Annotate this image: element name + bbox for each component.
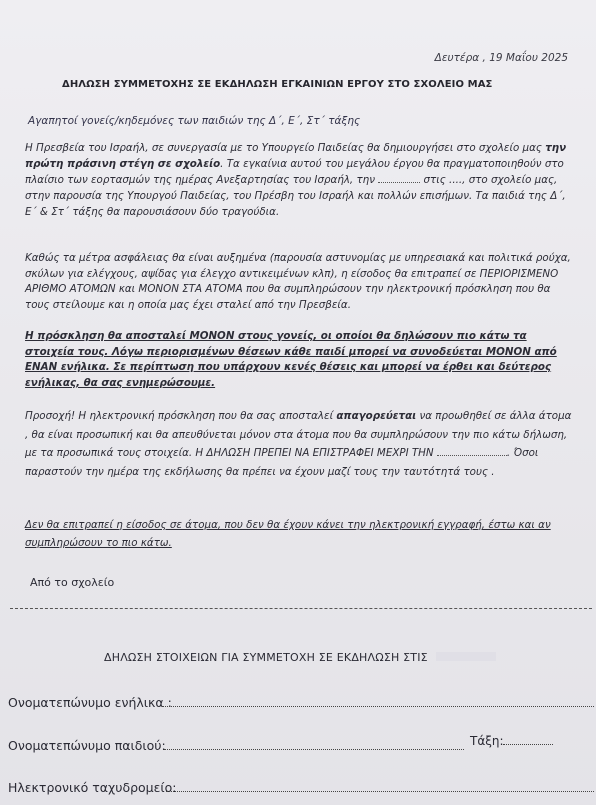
child-name-field[interactable] <box>164 749 464 750</box>
class-label: Τάξη: <box>470 734 504 748</box>
document-title: ΔΗΛΩΣΗ ΣΥΜΜΕΤΟΧΗΣ ΣΕ ΕΚΔΗΛΩΣΗ ΕΓΚΑΙΝΙΩΝ ΕΡΓΟΥ ΣΤΟ ΣΧΟΛΕΙΟ ΜΑΣ <box>62 79 493 90</box>
class-field[interactable] <box>503 744 553 745</box>
paragraph-entry-restriction: Δεν θα επιτραπεί η είσοδος σε άτομα, που δεν θα έχουν κάνει την ηλεκτρονική εγγραφή, έστω και αν συμπληρώσουν το πιο κάτω. <box>25 519 551 549</box>
email-field[interactable] <box>166 791 594 792</box>
cut-line-divider <box>10 608 592 609</box>
child-name-label: Ονοματεπώνυμο παιδιού: <box>8 738 166 753</box>
paragraph4-text-c: να προωθηθεί σε άλλα άτομα , θα είναι προσωπική και θα απευθύνεται μόνον στα άτομα που θα συμπληρώσουν την πιο κάτω δήλωση, με τα προσωπικά τους στοιχεία. Η ΔΗΛΩΣΗ ΠΡΕΠΕΙ ΝΑ ΕΠΙΣΤΡΑΦΕΙ ΜΕΧΡΙ ΤΗΝ <box>25 410 572 459</box>
adult-name-field[interactable] <box>162 706 594 707</box>
form-title-text: ΔΗΛΩΣΗ ΣΤΟΙΧΕΙΩΝ ΓΙΑ ΣΥΜΜΕΤΟΧΗ ΣΕ ΕΚΔΗΛΩΣΗ ΣΤΙΣ <box>104 651 428 664</box>
green-roof-highlight: την πρώτη πράσινη στέγη σε σχολείο <box>25 142 567 170</box>
paragraph-warning <box>25 407 573 481</box>
email-label: Ηλεκτρονικό ταχυδρομείο: <box>8 780 177 795</box>
date-blank <box>378 182 420 183</box>
paragraph4-text-d: . Όσοι παραστούν την ημέρα της εκδήλωσης θα πρέπει να έχουν μαζί τους την ταυτότητά τους . <box>25 447 539 478</box>
paragraph1-text-a: Η Πρεσβεία του Ισραήλ, σε συνεργασία με το Υπουργείο Παιδείας θα δημιουργήσει στο σχολείο μας <box>25 142 546 154</box>
paragraph-security-measures: Καθώς τα μέτρα ασφάλειας θα είναι αυξημένα (παρουσία αστυνομίας με υπηρεσιακά και πολιτικά ρούχα, σκύλων για ελέγχους, αψίδας για έλεγχο αντικειμένων κλπ), η είσοδος θα επιτραπεί σε ΠΕΡΙΟΡΙΣΜΕΝΟ ΑΡΙΘΜΟ ΑΤΟΜΩΝ και ΜΟΝΟΝ ΣΤΑ ΑΤΟΜΑ που θα συμπληρώσουν την ηλεκτρονική πρόσκληση που θα τους στείλουμε και η οποία μας έχει σταλεί από την Πρεσβεία. <box>25 252 571 311</box>
form-title <box>104 651 496 664</box>
paragraph1-text-c: . Τα εγκαίνια αυτού του μεγάλου έργου θα πραγματοποιηθούν στο πλαίσιο των εορτασμών της ημέρας Ανεξαρτησίας του Ισραήλ, την <box>25 158 564 186</box>
paragraph-invitation-rules: Η πρόσκληση θα αποσταλεί ΜΟΝΟΝ στους γονείς, οι οποίοι θα δηλώσουν πιο κάτω τα στοιχεία τους. Λόγω περιορισμένων θέσεων κάθε παιδί μπορεί να συνοδεύεται ΜΟΝΟΝ από ΕΝΑΝ ενήλικα. Σε περίπτωση που υπάρχουν κενές θέσεις και μπορεί να έρθει και δεύτερος ενήλικας, θα σας ενημερώσουμε. <box>25 330 557 389</box>
paragraph4-text-a: Προσοχή! Η ηλεκτρονική πρόσκληση που θα σας αποσταλεί <box>25 410 337 422</box>
adult-name-label: Ονοματεπώνυμο ενήλικα : <box>8 695 172 710</box>
paragraph-embassy-announcement <box>25 140 573 220</box>
form-date-blank <box>436 652 496 661</box>
signature-from-school: Από το σχολείο <box>30 576 115 589</box>
deadline-blank <box>437 455 507 456</box>
paragraph1-time: στις .... <box>423 174 463 186</box>
greeting: Αγαπητοί γονείς/κηδεμόνες των παιδιών της Δ΄, Ε΄, Στ΄ τάξης <box>28 115 361 127</box>
forbidden-highlight: απαγορεύεται <box>336 410 417 422</box>
paragraph1-text-e: , στο σχολείο μας, στην παρουσία της Υπουργού Παιδείας, του Πρέσβη του Ισραήλ και πολλών επισήμων. Τα παιδιά της Δ΄, Ε΄ & Στ΄ τάξης θα παρουσιάσουν δύο τραγούδια. <box>25 174 566 218</box>
document-date: Δευτέρα , 19 Μαΐου 2025 <box>434 52 568 64</box>
